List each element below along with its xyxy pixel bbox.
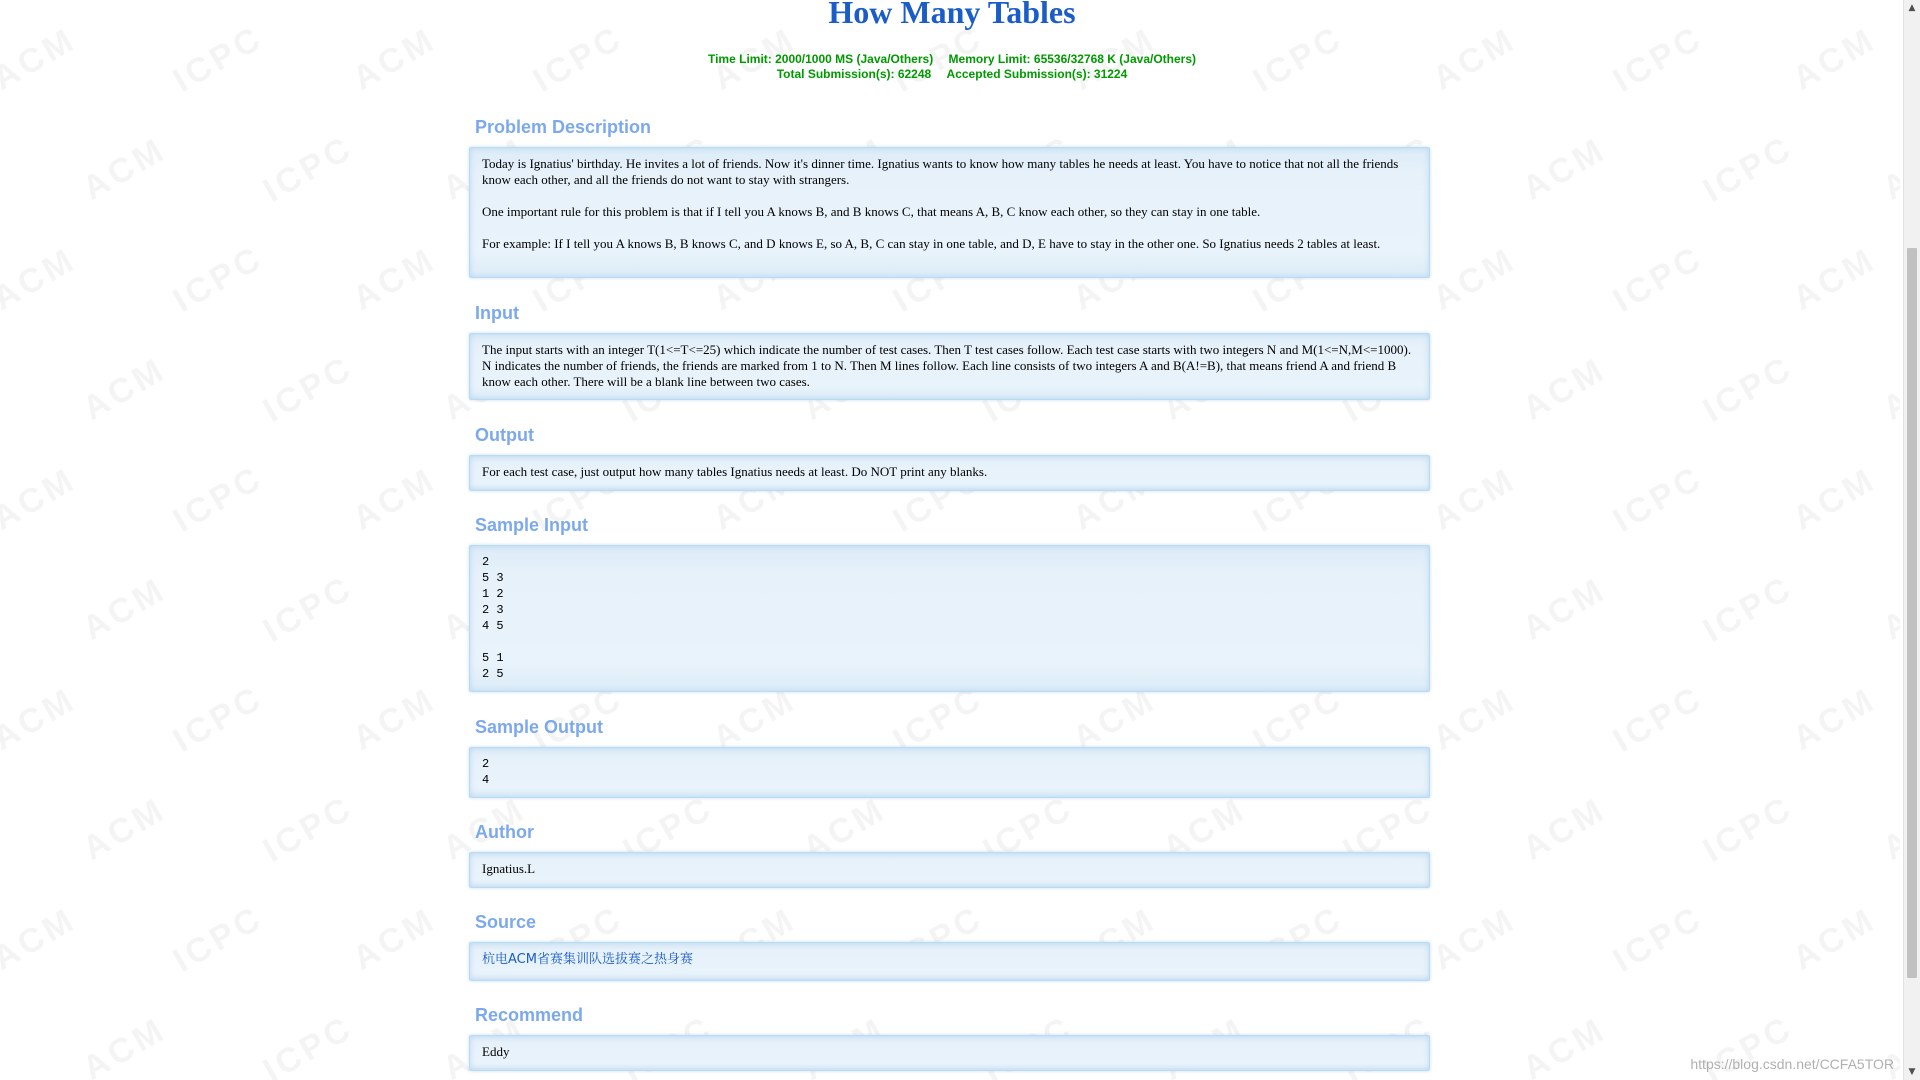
scroll-down-icon[interactable]: ▼ [1908,1067,1916,1077]
output-panel [469,455,1430,491]
author-text: Ignatius.L [482,861,536,876]
recommend-text: Eddy [482,1044,510,1059]
scrollbar-thumb[interactable] [1907,248,1917,978]
author-heading: Author [475,822,534,842]
output-text: For each test case, just output how many tables Ignatius needs at least. Do NOT print any blanks. [482,464,988,479]
problem-title: How Many Tables [828,0,1076,30]
problem-limits [0,52,1904,82]
csdn-watermark: https://blog.csdn.net/CCFA5TOR [1690,1056,1894,1072]
accepted-submissions: Accepted Submission(s): 31224 [946,67,1128,81]
description-heading: Problem Description [475,117,652,137]
sample-output-text: 2 4 [482,757,490,787]
sample-input-text: 2 5 3 1 2 2 3 4 5 5 1 2 5 [482,555,504,681]
author-panel [469,852,1430,888]
source-heading: Source [475,912,537,932]
description-panel [469,147,1430,278]
memory-limit: Memory Limit: 65536/32768 K (Java/Others) [948,52,1196,66]
time-limit: Time Limit: 2000/1000 MS (Java/Others) [707,52,934,66]
input-heading: Input [475,303,519,323]
description-paragraph: One important rule for this problem is that if I tell you A knows B, and B knows C, that means A, B, C know each other, so they can stay in one table. [482,204,1261,219]
scroll-up-icon[interactable]: ▲ [1908,3,1916,13]
input-text: The input starts with an integer T(1<=T<=25) which indicate the number of test cases. Then T test cases follow. Each test case starts with two integers N and M(1<=N,M<=1000). N indicates the number of friends, the friends are marked from 1 to N. Then M lines follow. Each line consists of two integers A and B(A!=B), that means friend A and friend B know each other. There will be a blank line between two cases. [482,342,1412,389]
output-heading: Output [475,425,534,445]
sample-input-panel [469,545,1430,692]
input-panel [469,333,1430,400]
recommend-panel [469,1035,1430,1071]
recommend-heading: Recommend [475,1005,584,1025]
description-paragraph: Today is Ignatius' birthday. He invites a lot of friends. Now it's dinner time. Ignatius wants to know how many tables he needs at least. You have to notice that not all the friends know each other, and all the friends do not want to stay with strangers. [482,156,1399,187]
source-link[interactable]: 杭电ACM省赛集训队选拔赛之热身赛 [482,952,693,967]
vertical-scrollbar[interactable] [1903,0,1920,1080]
total-submissions: Total Submission(s): 62248 [776,67,932,81]
description-paragraph: For example: If I tell you A knows B, B knows C, and D knows E, so A, B, C can stay in one table, and D, E have to stay in the other one. So Ignatius needs 2 tables at least. [482,236,1381,251]
sample-output-heading: Sample Output [475,717,604,737]
sample-input-heading: Sample Input [475,515,589,535]
sample-output-panel [469,747,1430,798]
source-panel [469,942,1430,981]
